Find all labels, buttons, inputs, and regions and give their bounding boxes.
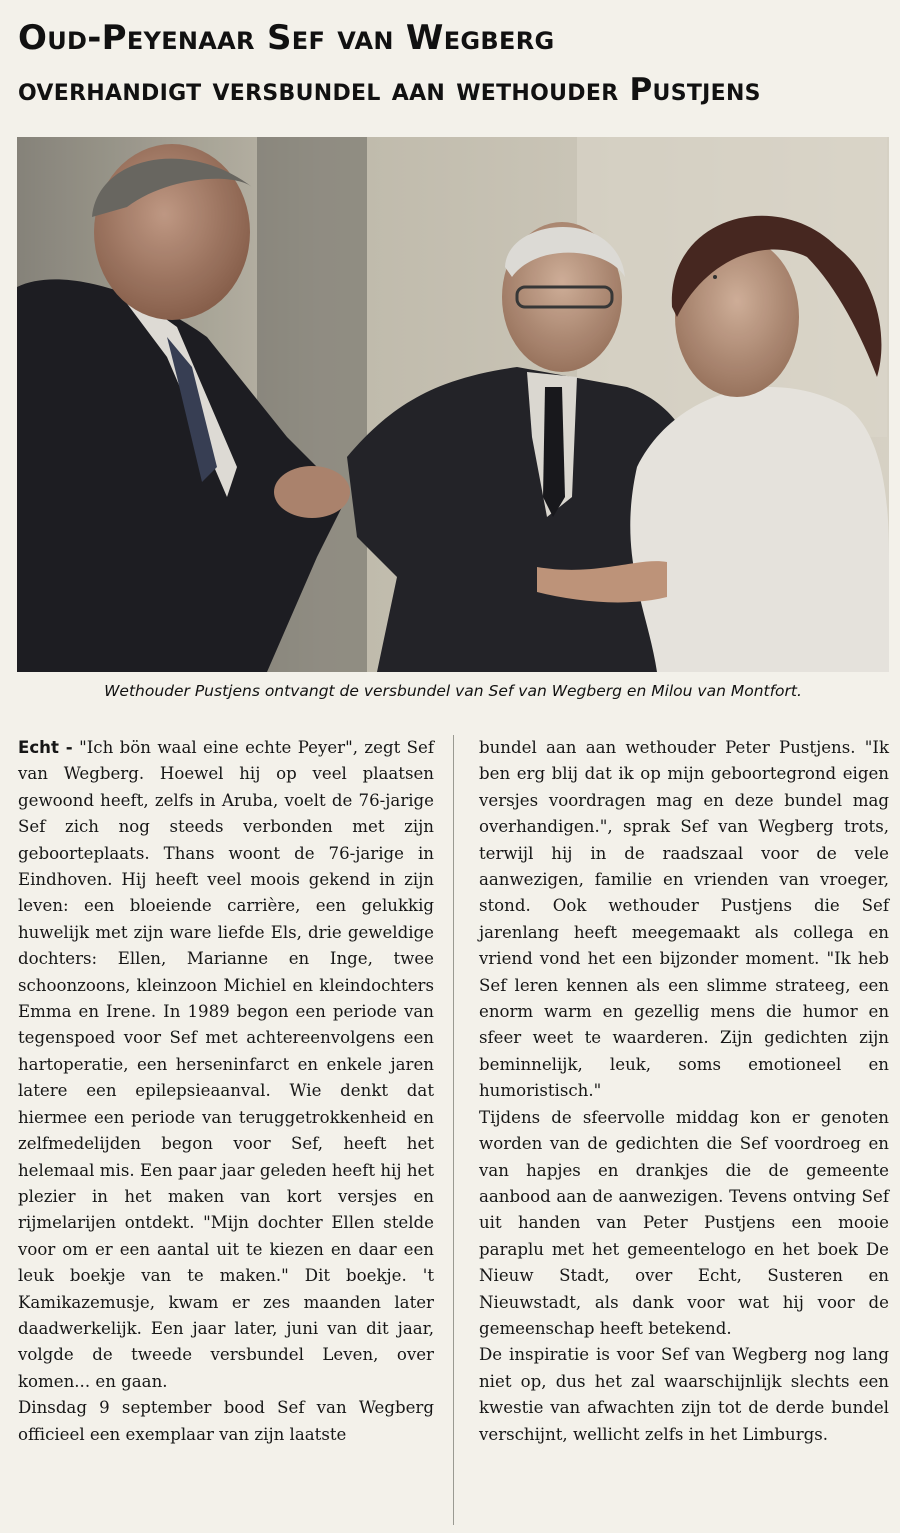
article-column-right [479, 735, 889, 1448]
paragraph: bundel aan aan wethouder Peter Pustjens. "Ik ben erg blij dat ik op mijn geboortegrond eigen versjes voordragen mag en deze bundel mag overhandigen.", sprak Sef van Wegberg trots, terwijl hij in de raadszaal voor de vele aanwezigen, familie en vrienden van vroeger, stond. Ook wethouder Pustjens die Sef jarenlang heeft meegemaakt als collega en vriend vond het een bijzonder moment. "Ik heb Sef leren kennen als een slimme strateeg, een enorm warm en gezellig mens die humor en sfeer weet te waarderen. Zijn gedichten zijn beminnelijk, leuk, soms emotioneel en humoristisch." [479, 738, 889, 1101]
paragraph-text: "Ich bön waal eine echte Peyer", zegt Sef van Wegberg. Hoewel hij op veel plaatsen gewoond heeft, zelfs in Aruba, voelt de 76-jarige Sef zich nog steeds verbonden met zijn geboorteplaats. Thans woont de 76-jarige in Eindhoven. Hij heeft veel moois gekend in zijn leven: een bloeiende carrière, een gelukkig huwelijk met zijn ware liefde Els, drie geweldige dochters: Ellen, Marianne en Inge, twee schoonzoons, kleinzoon Michiel en kleindochters Emma en Irene. In 1989 begon een periode van tegenspoed voor Sef met achtereenvolgens een hartoperatie, een herseninfarct en enkele jaren latere een epilepsieaanval. Wie denkt dat hiermee een periode van teruggetrokkenheid en zelfmedelijden begon voor Sef, heeft het helemaal mis. Een paar jaar geleden heeft hij het plezier in het maken van kort versjes en rijmelarijen ontdekt. "Mijn dochter Ellen stelde voor om er een aantal uit te kiezen en daar een leuk boekje van te maken." Dit boekje. 't Kamikazemusje, kwam er zes maanden later daadwerkelijk. Een jaar later, juni van dit jaar, volgde de tweede versbundel Leven, over komen... en gaan. [18, 738, 434, 1391]
paragraph [18, 735, 434, 1395]
headline [18, 16, 888, 112]
headline-line-1: Oud-Peyenaar Sef van Wegberg [18, 18, 555, 58]
photo-shade [17, 137, 889, 672]
paragraph: De inspiratie is voor Sef van Wegberg nog lang niet op, dus het zal waarschijnlijk slechts een kwestie van afwachten zijn tot de derde bundel verschijnt, wellicht zelfs in het Limburgs. [479, 1345, 889, 1444]
column-divider [453, 735, 454, 1525]
article-column-left [18, 735, 434, 1448]
paragraph: Tijdens de sfeervolle middag kon er genoten worden van de gedichten die Sef voordroeg en van hapjes en drankjes die de gemeente aanbood aan de aanwezigen. Tevens ontving Sef uit handen van Peter Pustjens een mooie paraplu met het gemeentelogo en het boek De Nieuw Stadt, over Echt, Susteren en Nieuwstadt, als dank voor wat hij voor de gemeenschap heeft betekend. [479, 1107, 889, 1338]
dateline: Echt - [18, 738, 73, 757]
photo-caption: Wethouder Pustjens ontvangt de versbundel van Sef van Wegberg en Milou van Montfort. [104, 682, 802, 700]
paragraph: Dinsdag 9 september bood Sef van Wegberg officieel een exemplaar van zijn laatste [18, 1398, 434, 1444]
article-photo [17, 137, 889, 672]
photo-illustration [17, 137, 889, 672]
headline-line-2: overhandigt versbundel aan wethouder Pustjens [18, 72, 761, 108]
